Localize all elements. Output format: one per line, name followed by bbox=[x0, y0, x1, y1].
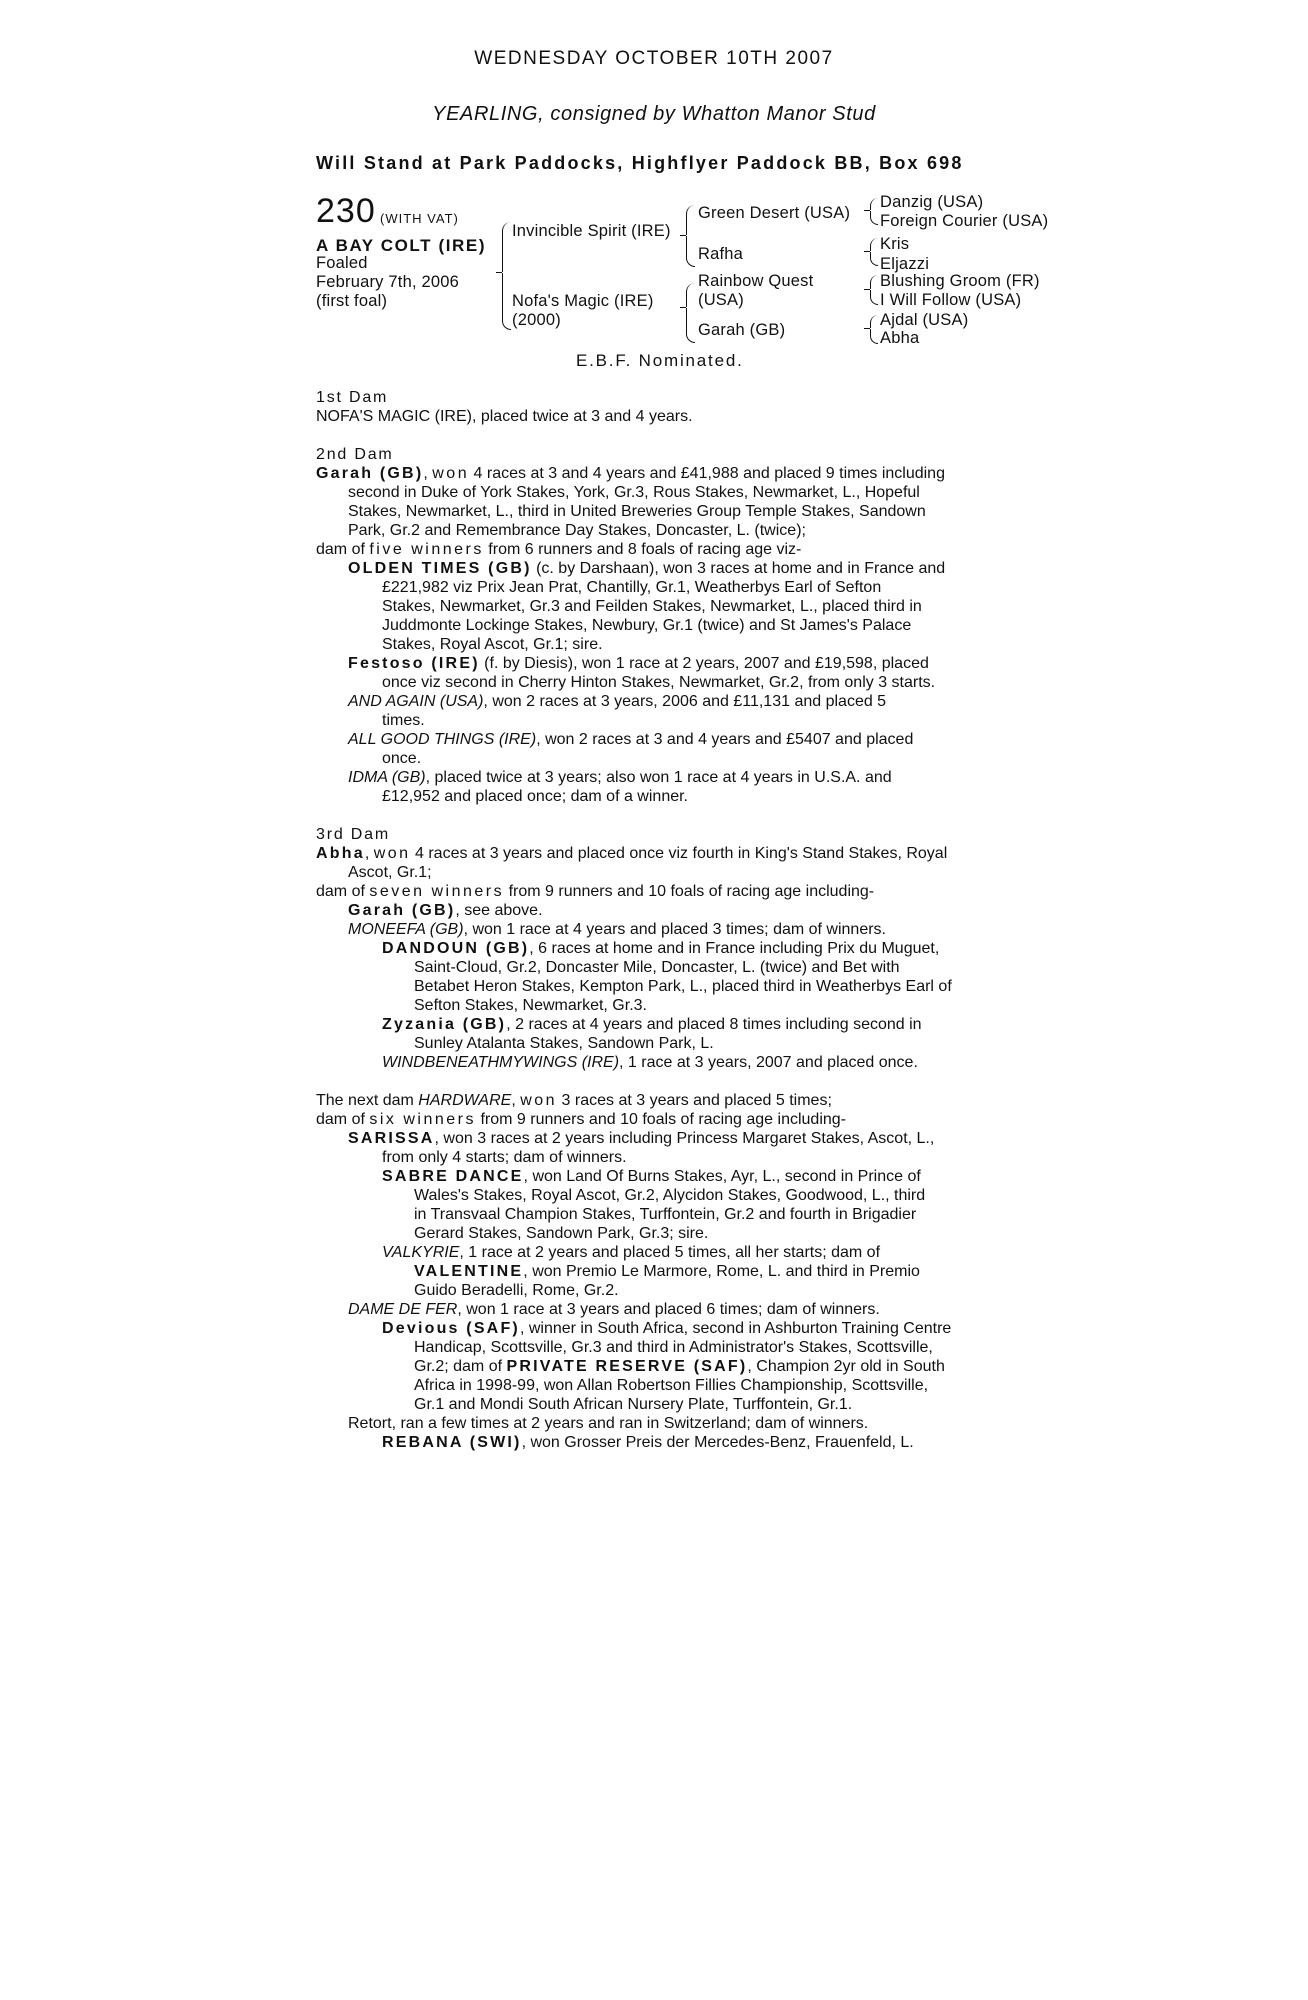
second-dam-line: Stakes, Newmarket, L., third in United Breweries Group Temple Stakes, Sandown bbox=[348, 503, 926, 520]
brace-sire-bottom bbox=[686, 236, 695, 267]
brace-dam-top bbox=[686, 283, 695, 307]
progeny-line: VALKYRIE, 1 race at 2 years and placed 5 times, all her starts; dam of bbox=[382, 1244, 881, 1261]
third-dam-heading: 3rd Dam bbox=[316, 826, 390, 843]
progeny-line: DANDOUN (GB), 6 races at home and in France including Prix du Muguet, bbox=[382, 940, 940, 957]
dam-sire: Rainbow Quest bbox=[698, 272, 814, 290]
progeny-line: once. bbox=[382, 750, 422, 767]
brace-g3-2-bottom bbox=[870, 252, 878, 266]
lot-number: 230 bbox=[316, 192, 376, 230]
progeny-line: REBANA (SWI), won Grosser Preis der Mercedes-Benz, Frauenfeld, L. bbox=[382, 1434, 914, 1451]
progeny-line: DAME DE FER, won 1 race at 3 years and placed 6 times; dam of winners. bbox=[348, 1301, 880, 1318]
brace-g3-3-bottom bbox=[870, 290, 878, 305]
location-line: Will Stand at Park Paddocks, Highflyer Paddock BB, Box 698 bbox=[316, 153, 964, 173]
next-dam-summary: dam of six winners from 9 runners and 10 foals of racing age including- bbox=[316, 1111, 846, 1128]
second-dam-heading: 2nd Dam bbox=[316, 446, 394, 463]
progeny-line: OLDEN TIMES (GB) (c. by Darshaan), won 3 races at home and in France and bbox=[348, 560, 946, 577]
second-dam-line: second in Duke of York Stakes, York, Gr.3, Rous Stakes, Newmarket, L., Hopeful bbox=[348, 484, 920, 501]
third-dam-line: Abha, won 4 races at 3 years and placed once viz fourth in King's Stand Stakes, Royal bbox=[316, 845, 948, 862]
foaled-label: Foaled bbox=[316, 254, 368, 272]
progeny-line: Sefton Stakes, Newmarket, Gr.3. bbox=[414, 997, 647, 1014]
progeny-line: once viz second in Cherry Hinton Stakes, Newmarket, Gr.2, from only 3 starts. bbox=[382, 674, 936, 691]
sire-sire: Green Desert (USA) bbox=[698, 204, 851, 222]
foaled-date: February 7th, 2006 bbox=[316, 273, 460, 291]
brace-g3-4-top bbox=[870, 315, 878, 328]
progeny-line: from only 4 starts; dam of winners. bbox=[382, 1149, 627, 1166]
sire: Invincible Spirit (IRE) bbox=[512, 222, 671, 240]
progeny-line: Devious (SAF), winner in South Africa, second in Ashburton Training Centre bbox=[382, 1320, 952, 1337]
ds-sire: Blushing Groom (FR) bbox=[880, 272, 1040, 290]
brace-g3-1-top bbox=[870, 198, 878, 210]
progeny-line: Africa in 1998-99, won Allan Robertson Fillies Championship, Scottsville, bbox=[414, 1377, 929, 1394]
ss-sire: Danzig (USA) bbox=[880, 193, 984, 211]
sale-date: WEDNESDAY OCTOBER 10TH 2007 bbox=[474, 48, 834, 69]
progeny-line: AND AGAIN (USA), won 2 races at 3 years, 2006 and £11,131 and placed 5 bbox=[348, 693, 887, 710]
progeny-line: Wales's Stakes, Royal Ascot, Gr.2, Alycidon Stakes, Goodwood, L., third bbox=[414, 1187, 926, 1204]
progeny-line: Betabet Heron Stakes, Kempton Park, L., placed third in Weatherbys Earl of bbox=[414, 978, 952, 995]
sd-sire: Kris bbox=[880, 235, 910, 253]
sd-dam: Eljazzi bbox=[880, 255, 930, 273]
second-dam-summary: dam of five winners from 6 runners and 8 foals of racing age viz- bbox=[316, 541, 802, 558]
progeny-line: Festoso (IRE) (f. by Diesis), won 1 race at 2 years, 2007 and £19,598, placed bbox=[348, 655, 929, 672]
progeny-line: IDMA (GB), placed twice at 3 years; also won 1 race at 4 years in U.S.A. and bbox=[348, 769, 892, 786]
lot-name: A BAY COLT (IRE) bbox=[316, 236, 487, 255]
progeny-line: Saint-Cloud, Gr.2, Doncaster Mile, Doncaster, L. (twice) and Bet with bbox=[414, 959, 900, 976]
progeny-line: £12,952 and placed once; dam of a winner. bbox=[382, 788, 688, 805]
progeny-line: times. bbox=[382, 712, 425, 729]
progeny-line: Stakes, Newmarket, Gr.3 and Feilden Stakes, Newmarket, L., placed third in bbox=[382, 598, 922, 615]
brace-main-top bbox=[502, 222, 511, 272]
next-dam-line: The next dam HARDWARE, won 3 races at 3 years and placed 5 times; bbox=[316, 1092, 832, 1109]
dam: Nofa's Magic (IRE) bbox=[512, 292, 654, 310]
brace-dam-bottom bbox=[686, 308, 695, 343]
brace-g3-2-top bbox=[870, 238, 878, 251]
progeny-line: Zyzania (GB), 2 races at 4 years and placed 8 times including second in bbox=[382, 1016, 922, 1033]
dd-dam: Abha bbox=[880, 329, 920, 347]
progeny-line: Gr.1 and Mondi South African Nursery Plate, Turffontein, Gr.1. bbox=[414, 1396, 853, 1413]
third-dam-line: Ascot, Gr.1; bbox=[348, 864, 432, 881]
vat-note: (WITH VAT) bbox=[380, 211, 459, 226]
progeny-line: Sunley Atalanta Stakes, Sandown Park, L. bbox=[414, 1035, 714, 1052]
dam-year: (2000) bbox=[512, 311, 561, 329]
progeny-line: Garah (GB), see above. bbox=[348, 902, 543, 919]
progeny-line: Guido Beradelli, Rome, Gr.2. bbox=[414, 1282, 619, 1299]
progeny-line: MONEEFA (GB), won 1 race at 4 years and placed 3 times; dam of winners. bbox=[348, 921, 886, 938]
progeny-line: in Transvaal Champion Stakes, Turffontein, Gr.2 and fourth in Brigadier bbox=[414, 1206, 917, 1223]
progeny-line: WINDBENEATHMYWINGS (IRE), 1 race at 3 years, 2007 and placed once. bbox=[382, 1054, 918, 1071]
progeny-line: £221,982 viz Prix Jean Prat, Chantilly, Gr.1, Weatherbys Earl of Sefton bbox=[382, 579, 882, 596]
consignment-line: YEARLING, consigned by Whatton Manor Stud bbox=[432, 103, 876, 125]
second-dam-line: Park, Gr.2 and Remembrance Day Stakes, Doncaster, L. (twice); bbox=[348, 522, 806, 539]
first-dam-text: NOFA'S MAGIC (IRE), placed twice at 3 and 4 years. bbox=[316, 408, 693, 425]
sire-dam: Rafha bbox=[698, 245, 744, 263]
brace-main-bottom bbox=[502, 273, 511, 330]
third-dam-summary: dam of seven winners from 9 runners and 10 foals of racing age including- bbox=[316, 883, 875, 900]
pedigree-notes bbox=[316, 388, 1006, 1452]
progeny-line: Gr.2; dam of PRIVATE RESERVE (SAF), Champion 2yr old in South bbox=[414, 1358, 945, 1375]
progeny-line: SARISSA, won 3 races at 2 years including Princess Margaret Stakes, Ascot, L., bbox=[348, 1130, 935, 1147]
ss-dam: Foreign Courier (USA) bbox=[880, 212, 1049, 230]
progeny-line: VALENTINE, won Premio Le Marmore, Rome, L. and third in Premio bbox=[414, 1263, 920, 1280]
brace-sire-top bbox=[686, 205, 695, 235]
dam-sire-cont: (USA) bbox=[698, 291, 744, 309]
first-dam-heading: 1st Dam bbox=[316, 389, 389, 406]
dd-sire: Ajdal (USA) bbox=[880, 311, 969, 329]
progeny-line: SABRE DANCE, won Land Of Burns Stakes, Ayr, L., second in Prince of bbox=[382, 1168, 921, 1185]
progeny-line: Handicap, Scottsville, Gr.3 and third in Administrator's Stakes, Scottsville, bbox=[414, 1339, 933, 1356]
progeny-line: Gerard Stakes, Sandown Park, Gr.3; sire. bbox=[414, 1225, 709, 1242]
progeny-line: Stakes, Royal Ascot, Gr.1; sire. bbox=[382, 636, 603, 653]
brace-g3-3-top bbox=[870, 275, 878, 289]
second-dam-line: Garah (GB), won 4 races at 3 and 4 years and £41,988 and placed 9 times including bbox=[316, 465, 945, 482]
first-foal-note: (first foal) bbox=[316, 292, 388, 310]
dam-dam: Garah (GB) bbox=[698, 321, 786, 339]
brace-g3-1-bottom bbox=[870, 211, 878, 225]
ebf-note: E.B.F. Nominated. bbox=[576, 351, 744, 370]
brace-g3-4-bottom bbox=[870, 329, 878, 344]
ds-dam: I Will Follow (USA) bbox=[880, 291, 1022, 309]
progeny-line: Retort, ran a few times at 2 years and ran in Switzerland; dam of winners. bbox=[348, 1415, 869, 1432]
progeny-line: Juddmonte Lockinge Stakes, Newbury, Gr.1 (twice) and St James's Palace bbox=[382, 617, 912, 634]
progeny-line: ALL GOOD THINGS (IRE), won 2 races at 3 and 4 years and £5407 and placed bbox=[348, 731, 914, 748]
